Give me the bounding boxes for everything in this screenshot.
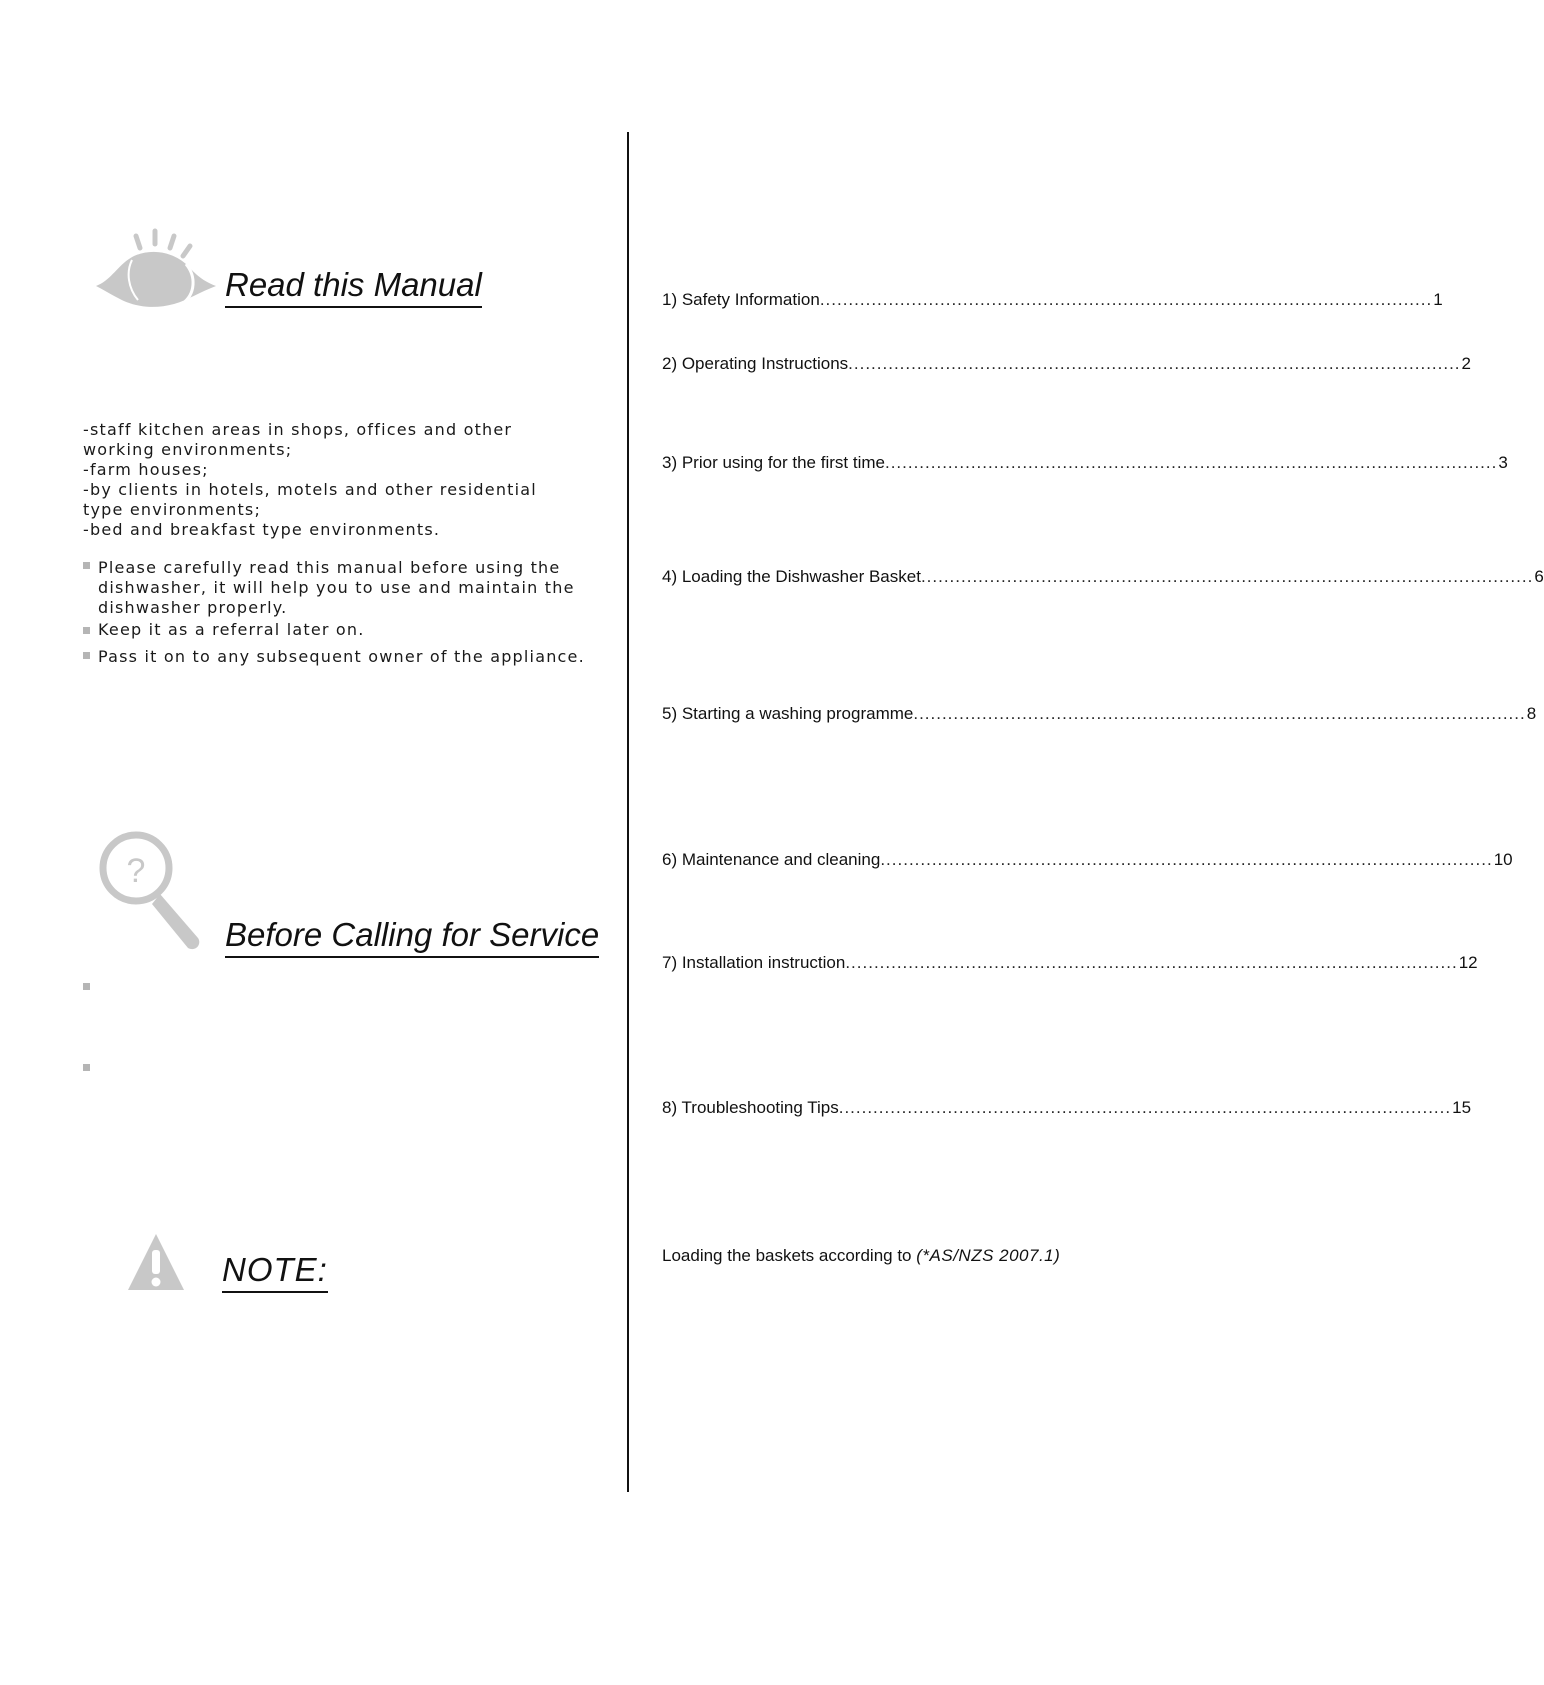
- toc-page: 2: [1461, 354, 1472, 373]
- toc-page: 3: [1498, 453, 1508, 472]
- toc-label: 1) Safety Information: [662, 290, 820, 309]
- warning-icon: [126, 1232, 186, 1292]
- magnifier-question-icon: [96, 828, 214, 954]
- bullet-read-carefully: [98, 558, 575, 618]
- usage-list: [83, 420, 537, 540]
- bullet-keep-it: Keep it as a referral later on.: [98, 620, 365, 639]
- toc-item-troubleshooting[interactable]: [662, 1098, 1472, 1118]
- toc-item-safety[interactable]: [662, 290, 1443, 310]
- bullet-square-icon: [83, 627, 90, 634]
- note-heading: NOTE:: [222, 1251, 328, 1293]
- toc-label: 2) Operating Instructions: [662, 354, 849, 373]
- toc-label: 5) Starting a washing programme: [662, 704, 914, 723]
- usage-line: -bed and breakfast type environments.: [83, 520, 441, 539]
- usage-line: type environments;: [83, 500, 262, 519]
- toc-item-maintenance[interactable]: [662, 850, 1513, 870]
- bullet-square-icon: [83, 562, 90, 569]
- usage-line: -farm houses;: [83, 460, 209, 479]
- usage-line: working environments;: [83, 440, 293, 459]
- svg-text:?: ?: [126, 852, 146, 890]
- eye-icon: [92, 228, 222, 308]
- toc-label: 6) Maintenance and cleaning: [662, 850, 881, 869]
- toc-leader: ...........................................................................................................: [845, 953, 1458, 972]
- toc-page: 12: [1458, 953, 1478, 972]
- standard-reference: (*AS/NZS 2007.1): [916, 1246, 1061, 1265]
- usage-line: -staff kitchen areas in shops, offices and other: [83, 420, 513, 439]
- bullet-line: dishwasher properly.: [98, 598, 288, 617]
- read-manual-heading: Read this Manual: [225, 266, 482, 308]
- column-divider: [627, 132, 629, 1492]
- toc-page: 1: [1433, 290, 1443, 309]
- toc-label: 7) Installation instruction: [662, 953, 846, 972]
- bullet-line: Please carefully read this manual before using the: [98, 558, 561, 577]
- toc-leader: ...........................................................................................................: [913, 704, 1526, 723]
- toc-item-starting[interactable]: [662, 704, 1537, 724]
- toc-item-operating[interactable]: [662, 354, 1472, 374]
- toc-leader: ...........................................................................................................: [848, 354, 1461, 373]
- toc-leader: ...........................................................................................................: [838, 1098, 1452, 1117]
- toc-leader: ...........................................................................................................: [884, 453, 1498, 472]
- toc-page: 6: [1534, 567, 1544, 586]
- toc-item-installation[interactable]: [662, 953, 1478, 973]
- bullet-pass-it-on: Pass it on to any subsequent owner of the appliance.: [98, 647, 585, 666]
- loading-note-text: Loading the baskets according to: [662, 1246, 917, 1265]
- usage-line: -by clients in hotels, motels and other residential: [83, 480, 537, 499]
- toc-label: 3) Prior using for the first time: [662, 453, 885, 472]
- toc-label: 8) Troubleshooting Tips: [662, 1098, 839, 1117]
- toc-leader: ...........................................................................................................: [880, 850, 1493, 869]
- bullet-line: dishwasher, it will help you to use and maintain the: [98, 578, 575, 597]
- toc-page: 10: [1493, 850, 1513, 869]
- toc-item-loading[interactable]: [662, 567, 1544, 587]
- toc-label: 4) Loading the Dishwasher Basket: [662, 567, 921, 586]
- toc-leader: ...........................................................................................................: [819, 290, 1433, 309]
- toc-item-prior-use[interactable]: [662, 453, 1508, 473]
- bullet-square-icon: [83, 1064, 90, 1071]
- service-heading: Before Calling for Service: [225, 916, 599, 958]
- bullet-square-icon: [83, 652, 90, 659]
- toc-leader: ...........................................................................................................: [920, 567, 1534, 586]
- toc-page: 15: [1452, 1098, 1472, 1117]
- toc-page: 8: [1526, 704, 1537, 723]
- loading-baskets-note: [662, 1246, 1060, 1266]
- bullet-square-icon: [83, 983, 90, 990]
